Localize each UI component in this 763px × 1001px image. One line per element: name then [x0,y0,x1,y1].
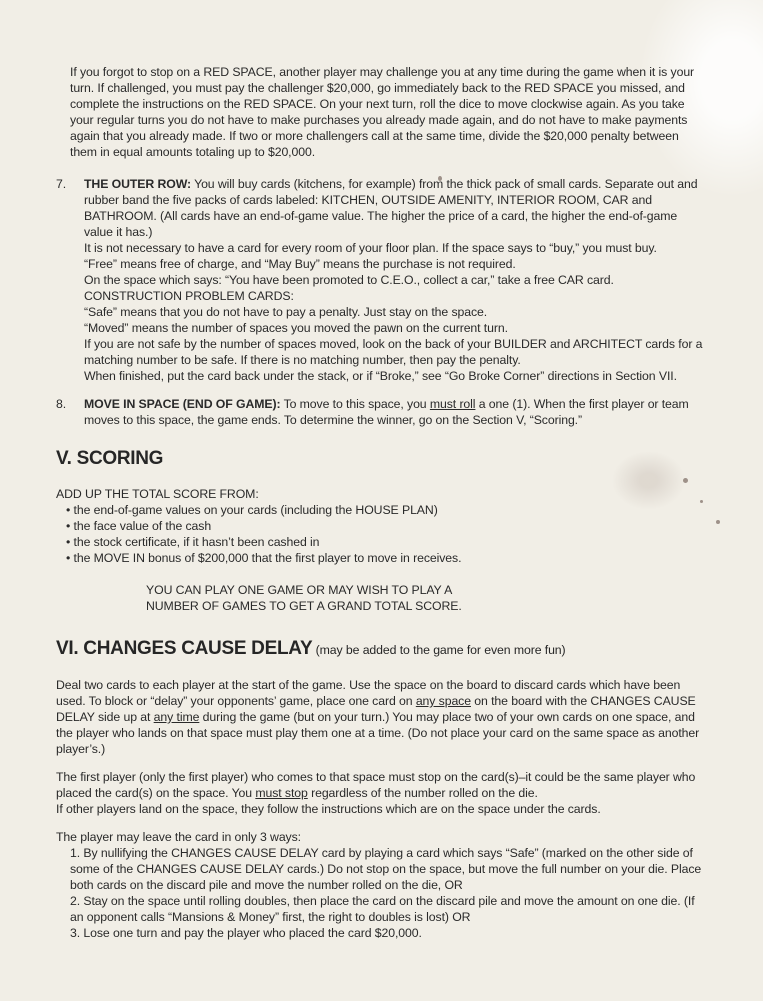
paper-blemish [716,520,720,524]
rule-item-move-in [56,396,706,428]
item-text: If you are not safe by the number of spaces moved, look on the back of your BUILDER and ARCHITECT cards for a matching number to be safe. If there is no matching number, then pay the penalty. [84,337,703,367]
underlined-text: must roll [429,397,476,411]
changes-paragraph-2 [56,769,706,817]
section-heading-scoring: V. SCORING [56,448,164,469]
paragraph-text: regardless of the number rolled on the die. [307,786,538,800]
item-number: 8. [56,397,67,411]
item-text: “Safe” means that you do not have to pay a penalty. Just stay on the space. [84,305,488,319]
item-text: You will buy cards (kitchens, for example) from the thick pack of small cards. Separate out and rubber band the five packs of cards labeled: KITCHEN, OUTSIDE AMENITY, INTERIOR ROOM, CAR and BATHROOM. (All cards have an end-of-game value. The higher the price of a card, the higher the end-of-game value it has.) [84,177,698,239]
rule-item-outer-row [56,176,706,384]
list-item: • the end-of-game values on your cards (including the HOUSE PLAN) [66,502,706,518]
note-line: NUMBER OF GAMES TO GET A GRAND TOTAL SCORE. [146,599,462,613]
paragraph-text: on the board with the CHANGES CAUSE DELAY side up at [56,694,696,724]
list-item: • the stock certificate, if it hasn’t been cashed in [66,534,706,550]
item-text: “Moved” means the number of spaces you moved the pawn on the current turn. [84,321,508,335]
item-heading: MOVE IN SPACE (END OF GAME): [84,397,281,411]
item-heading: THE OUTER ROW: [84,177,191,191]
item-text: “Free” means free of charge, and “May Buy” means the purchase is not required. [84,257,516,271]
underlined-text: any space [415,694,471,708]
rules-text [56,64,706,941]
red-space-paragraph: If you forgot to stop on a RED SPACE, another player may challenge you at any time during the game when it is your turn. If challenged, you must pay the challenger $20,000, go immediately back to the RED SPACE you missed, and complete the instructions on the RED SPACE. On your next turn, roll the dice to move clockwise again. As you take your regular turns you do not have to make purchases you already made again, and do not have to make payments again that you already made. If two or more challengers call at the same time, divide the $20,000 penalty between them in equal amounts totaling up to $20,000. [70,65,695,159]
ways-list [56,845,706,941]
heading-text: VI. CHANGES CAUSE DELAY [56,638,313,659]
list-item: • the face value of the cash [66,518,706,534]
list-item: 3. Lose one turn and pay the player who placed the card $20,000. [70,926,422,940]
item-text: When finished, put the card back under the stack, or if “Broke,” see “Go Broke Corner” directions in Section VII. [84,369,677,383]
item-text: CONSTRUCTION PROBLEM CARDS: [84,289,294,303]
paragraph-text: Deal two cards to each player at the start of the game. Use the space on the board to discard cards which have been used. To block or “delay” your opponents’ game, place one card on [56,678,681,708]
list-item: • the MOVE IN bonus of $200,000 that the first player to move in receives. [66,550,706,566]
item-text: On the space which says: “You have been promoted to C.E.O., collect a car,” take a free CAR card. [84,273,614,287]
list-item: 1. By nullifying the CHANGES CAUSE DELAY card by playing a card which says “Safe” (marked on the other side of some of the CHANGES CAUSE DELAY cards.) Do not stop on the space, but move the full number on your die. Place both cards on the discard pile and move the number rolled on the die, OR [70,846,702,892]
item-text: a one (1). When the first player or team moves to this space, the game ends. To determine the winner, go on the Section V, “Scoring.” [84,397,689,427]
scoring-list [56,502,706,566]
paragraph-text: during the game (but on your turn.) You may place two of your own cards on one space, and the player who lands on that space must play them one at a time. (Do not place your card on the same space as another player’s.) [56,710,700,756]
section-heading-changes [56,638,706,661]
underlined-text: any time [153,710,200,724]
scoring-note [56,582,706,614]
item-text: It is not necessary to have a card for every room of your floor plan. If the space says to “buy,” you must buy. [84,241,657,255]
item-text: To move to this space, you [280,397,430,411]
heading-subtext: (may be added to the game for even more fun) [312,643,566,657]
note-line: YOU CAN PLAY ONE GAME OR MAY WISH TO PLAY A [146,583,453,597]
changes-paragraph-1 [56,677,706,757]
paragraph-text: The first player (only the first player) who comes to that space must stop on the card(s)–it could be the same player who placed the card(s) on the space. You [56,770,696,800]
paragraph-text: If other players land on the space, they follow the instructions which are on the space under the cards. [56,802,601,816]
list-item: 2. Stay on the space until rolling doubles, then place the card on the discard pile and move the amount on one die. (If an opponent calls “Mansions & Money” first, the right to doubles is lost) OR [70,894,695,924]
item-number: 7. [56,177,67,191]
underlined-text: must stop [255,786,308,800]
scoring-intro: ADD UP THE TOTAL SCORE FROM: [56,487,259,501]
changes-ways-intro: The player may leave the card in only 3 ways: [56,830,301,844]
